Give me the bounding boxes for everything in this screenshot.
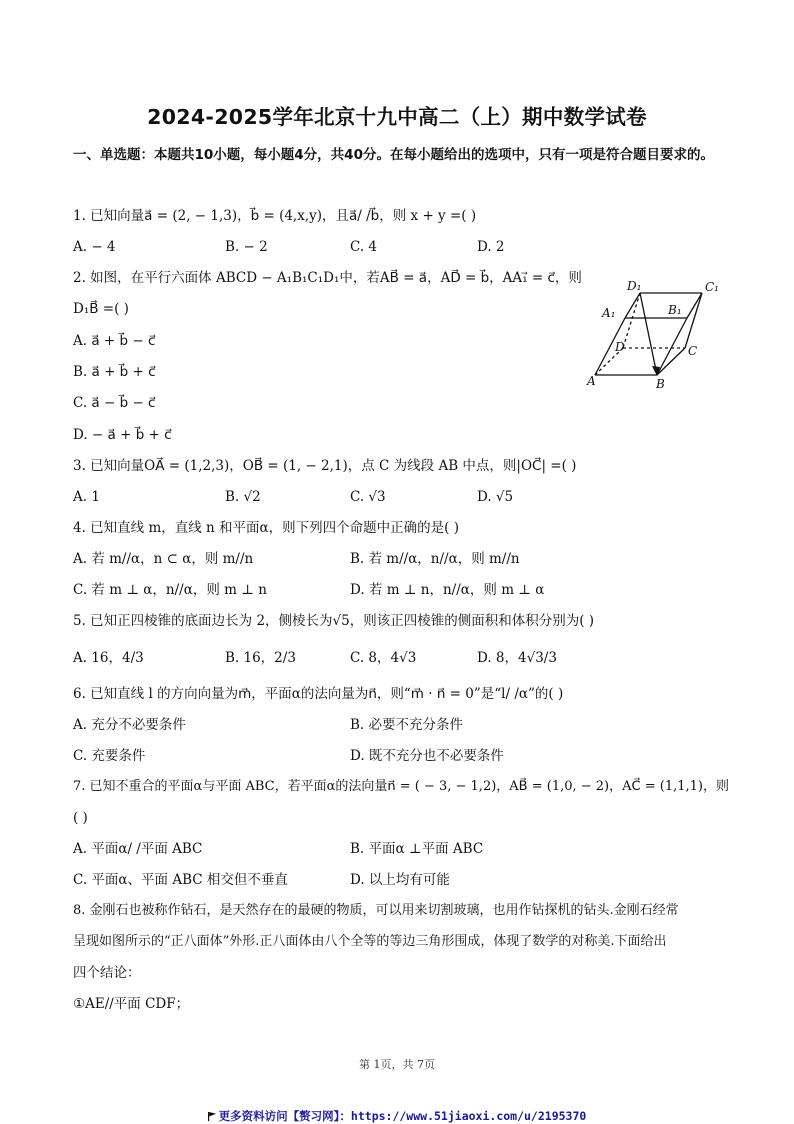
q1-option-c: C. 4: [350, 239, 378, 255]
q3-option-a: A. 1: [73, 489, 100, 505]
q4-option-b: B. 若 m//α，n//α，则 m//n: [350, 551, 520, 567]
question-6-stem: 6. 已知直线 l 的方向向量为m⃗，平面α的法向量为n⃗，则“m⃗ · n⃗ = 0”是“l/ /α”的( ): [73, 686, 564, 702]
q5-option-c: C. 8，4√3: [350, 650, 417, 666]
question-8-item-1: ①AE//平面 CDF；: [73, 996, 190, 1012]
question-8-line-3: 四个结论：: [73, 965, 141, 981]
question-8-line-2: 呈现如图所示的“正八面体”外形.正八面体由八个全等的等边三角形围成，体现了数学的对称美.下面给出: [73, 934, 667, 949]
section-heading: 一、单选题：本题共10小题，每小题4分，共40分。在每小题给出的选项中，只有一项是符合题目要求的。: [73, 147, 714, 163]
question-2-stem-cont: D₁B⃗ =( ): [73, 301, 129, 317]
page-number: 第 1页，共 7页: [359, 1058, 435, 1071]
label-c1: C₁: [705, 280, 719, 294]
q4-option-d: D. 若 m ⊥ n，n//α，则 m ⊥ α: [350, 582, 545, 598]
label-d: D: [615, 340, 625, 354]
q7-option-a: A. 平面α/ /平面 ABC: [73, 841, 203, 857]
question-3-stem: 3. 已知向量OA⃗ = (1,2,3)，OB⃗ = (1, − 2,1)，点 C 为线段 AB 中点，则|OC⃗| =( ): [73, 458, 577, 474]
label-b1: B₁: [668, 303, 682, 317]
q4-option-c: C. 若 m ⊥ α，n//α，则 m ⊥ n: [73, 582, 267, 598]
q2-option-b: B. a⃗ + b⃗ + c⃗: [73, 364, 156, 380]
question-5-stem: 5. 已知正四棱锥的底面边长为 2，侧棱长为√5，则该正四棱锥的侧面积和体积分别为( ): [73, 613, 595, 629]
q3-option-b: B. √2: [225, 489, 261, 505]
q7-option-b: B. 平面α ⊥平面 ABC: [350, 841, 484, 857]
q3-option-c: C. √3: [350, 489, 386, 505]
resource-banner[interactable]: [0, 1108, 794, 1124]
q2-option-d: D. − a⃗ + b⃗ + c⃗: [73, 427, 172, 443]
label-d1: D₁: [627, 279, 642, 293]
q1-option-b: B. − 2: [225, 239, 268, 255]
label-a1: A₁: [602, 306, 616, 320]
banner-text[interactable]: 更多资料访问【赘习网】：https://www.51jiaoxi.com/u/2195370: [218, 1109, 587, 1123]
q2-option-a: A. a⃗ + b⃗ − c⃗: [73, 333, 156, 349]
q3-option-d: D. √5: [477, 489, 514, 505]
q5-option-d: D. 8，4√3/3: [477, 650, 557, 666]
q6-option-b: B. 必要不充分条件: [350, 717, 464, 733]
flag-icon: [208, 1112, 216, 1121]
q6-option-a: A. 充分不必要条件: [73, 717, 186, 733]
q1-option-d: D. 2: [477, 239, 505, 255]
page-title: 2024-2025学年北京十九中高二（上）期中数学试卷: [147, 105, 647, 129]
q7-option-d: D. 以上均有可能: [350, 872, 450, 888]
parallelepiped-figure: [585, 275, 725, 390]
q6-option-d: D. 既不充分也不必要条件: [350, 748, 504, 764]
label-c: C: [688, 344, 698, 358]
q6-option-c: C. 充要条件: [73, 748, 146, 764]
question-4-stem: 4. 已知直线 m，直线 n 和平面α，则下列四个命题中正确的是( ): [73, 520, 459, 536]
q5-option-a: A. 16，4/3: [73, 650, 144, 666]
q2-option-c: C. a⃗ − b⃗ − c⃗: [73, 395, 156, 411]
q4-option-a: A. 若 m//α，n ⊂ α，则 m//n: [73, 551, 254, 567]
q7-option-c: C. 平面α、平面 ABC 相交但不垂直: [73, 872, 288, 888]
q5-option-b: B. 16，2/3: [225, 650, 296, 666]
label-b: B: [656, 377, 665, 390]
question-8-line-1: 8. 金刚石也被称作钻石，是天然存在的最硬的物质，可以用来切割玻璃，也用作钻探机的钻头.金刚石经常: [73, 903, 679, 918]
question-2-stem: 2. 如图，在平行六面体 ABCD − A₁B₁C₁D₁中，若AB⃗ = a⃗，AD⃗ = b⃗，AA₁⃗ = c⃗，则: [73, 270, 582, 286]
question-1-stem: 1. 已知向量a⃗ = (2, − 1,3)，b⃗ = (4,x,y)，且a⃗/ /b⃗，则 x + y =( ): [73, 208, 477, 224]
label-a: A: [587, 374, 596, 388]
q1-option-a: A. − 4: [73, 239, 116, 255]
question-7-stem-cont: ( ): [73, 810, 88, 826]
question-7-stem: 7. 已知不重合的平面α与平面 ABC，若平面α的法向量n⃗ = ( − 3, − 1,2)，AB⃗ = (1,0, − 2)，AC⃗ = (1,1,1)，则: [73, 779, 729, 794]
